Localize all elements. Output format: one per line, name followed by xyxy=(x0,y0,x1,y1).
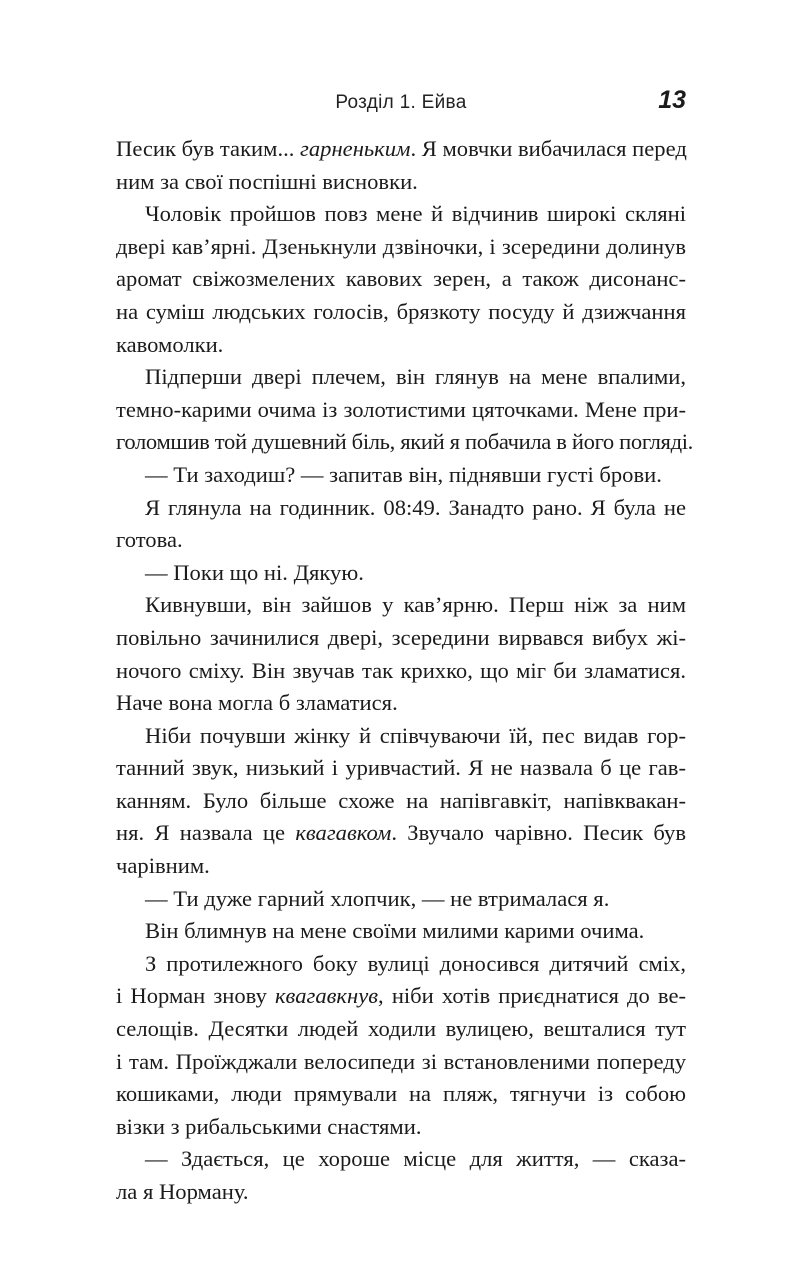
paragraph-1 xyxy=(116,133,686,198)
paragraph-9 xyxy=(116,883,686,916)
text-run: . Я мовчки вибачилася перед xyxy=(410,136,687,161)
text-line: готова. xyxy=(116,527,183,553)
paragraph-11 xyxy=(116,948,686,1144)
page-number: 13 xyxy=(658,86,686,114)
text-line: танний звук, низький і уривчастий. Я не назвала б це гав- xyxy=(116,755,686,781)
text-line: двері кав’ярні. Дзенькнули дзвіночки, і зсередини долинув xyxy=(116,233,686,259)
text-line: Він блимнув на мене своїми милими карими очима. xyxy=(145,918,645,944)
paragraph-6 xyxy=(116,557,686,590)
text-line: ла я Норману. xyxy=(116,1179,249,1204)
text-line: на суміш людських голосів, брязкоту посуду й дзижчання xyxy=(116,298,686,324)
text-line: З протилежного боку вулиці доносився дитячий сміх, xyxy=(145,950,686,976)
paragraph-3 xyxy=(116,361,693,459)
chapter-title: Розділ 1. Ейва xyxy=(335,92,467,113)
text-line: Чоловік пройшов повз мене й відчинив широкі скляні xyxy=(145,201,686,227)
text-line: голомшив той душевний біль, який я побачила в його погляді. xyxy=(116,429,693,455)
text-line: візки з рибальськими снастями. xyxy=(116,1113,422,1139)
text-run: , ніби хотів приєднатися до ве- xyxy=(378,983,686,1009)
paragraph-12 xyxy=(116,1143,686,1208)
paragraph-10 xyxy=(116,915,686,948)
text-line: темно-карими очима із золотистими цяточками. Мене при- xyxy=(116,396,686,422)
text-line: Кивнувши, він зайшов у кав’ярню. Перш ніж за ним xyxy=(145,592,686,618)
text-line: канням. Було більше схоже на напівгавкіт, напівквакан- xyxy=(116,787,686,813)
paragraph-5 xyxy=(116,492,686,557)
paragraph-8 xyxy=(116,720,686,883)
text-run: . Звучало чарівно. Песик був xyxy=(391,820,686,846)
text-line: Підперши двері плечем, він глянув на мене впалими, xyxy=(145,364,686,390)
text-line xyxy=(116,980,686,1013)
text-run: ня. Я назвала це xyxy=(116,820,296,846)
text-line: — Ти дуже гарний хлопчик, — не втрималася я. xyxy=(145,885,610,911)
text-line: — Ти заходиш? — запитав він, піднявши густі брови. xyxy=(145,461,662,487)
text-line: кавомолки. xyxy=(116,331,224,357)
text-line: кошиками, люди прямували на пляж, тягнучи із собою xyxy=(116,1081,686,1107)
text-line: — Поки що ні. Дякую. xyxy=(145,559,364,585)
text-line: Я глянула на годинник. 08:49. Занадто рано. Я була не xyxy=(145,494,686,520)
text-line: ним за свої поспішні висновки. xyxy=(116,168,418,194)
text-line: селощів. Десятки людей ходили вулицею, вешталися тут xyxy=(116,1016,686,1042)
text-line xyxy=(116,817,686,850)
text-line: аромат свіжозмелених кавових зерен, а також дисонанс- xyxy=(116,266,686,292)
text-line: — Здається, це хороше місце для життя, — сказа- xyxy=(145,1146,686,1172)
text-line xyxy=(116,133,686,166)
body-text xyxy=(116,133,693,1209)
paragraph-4 xyxy=(116,459,686,492)
paragraph-2 xyxy=(116,198,686,361)
text-line: ночого сміху. Він звучав так крихко, що міг би зламатися. xyxy=(116,657,686,683)
text-run: і Норман знову xyxy=(116,983,275,1009)
italic-run: квагавкнув xyxy=(274,983,379,1009)
italic-run: квагавком xyxy=(295,820,392,846)
text-line: Ніби почувши жінку й співчуваючи їй, пес видав гор- xyxy=(145,722,686,748)
text-run: Песик був таким... xyxy=(116,136,301,161)
text-line: чарівним. xyxy=(116,853,210,879)
text-line: повільно зачинилися двері, зсередини вирвався вибух жі- xyxy=(116,624,686,650)
text-line: і там. Проїжджали велосипеди зі встановленими попереду xyxy=(116,1048,686,1074)
text-line: Наче вона могла б зламатися. xyxy=(116,690,398,716)
running-header xyxy=(116,86,686,120)
paragraph-7 xyxy=(116,589,686,719)
italic-run: гарненьким xyxy=(300,136,411,161)
